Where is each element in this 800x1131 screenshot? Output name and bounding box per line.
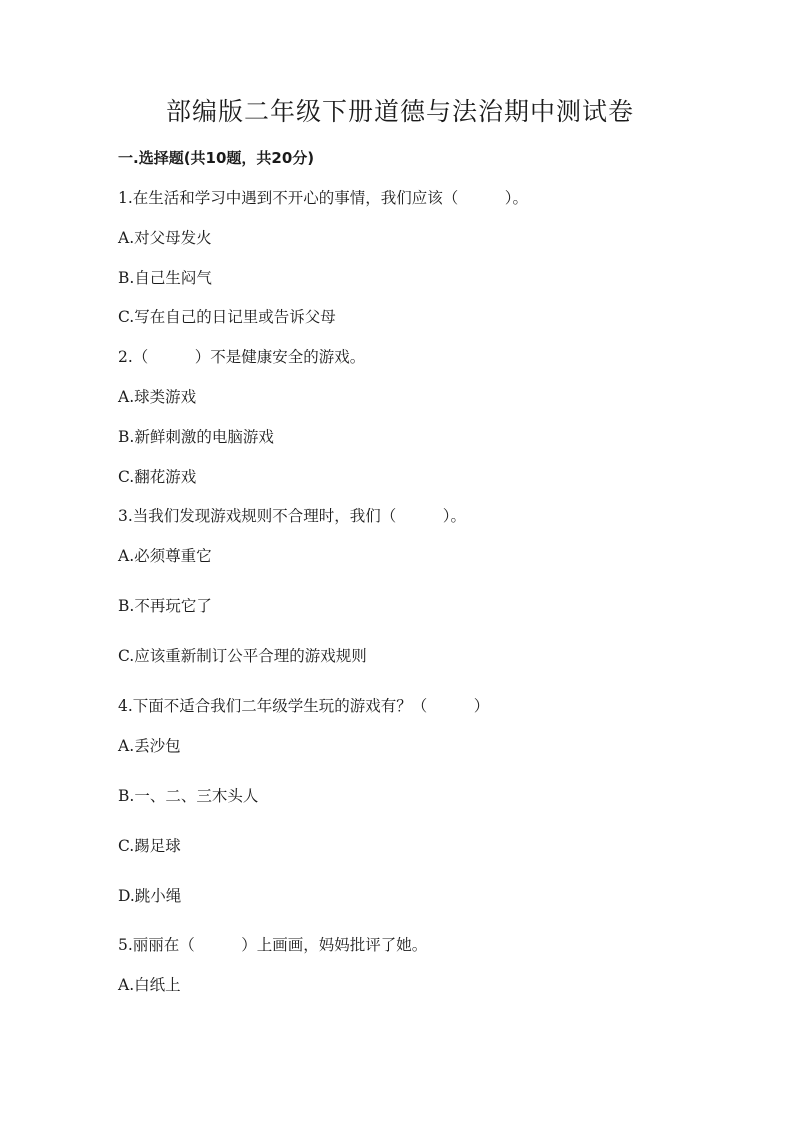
- question-3-option-a: A.必须尊重它: [118, 547, 212, 565]
- question-2-option-a: A.球类游戏: [118, 388, 197, 406]
- question-2-option-c: C.翻花游戏: [118, 468, 197, 486]
- question-4-option-c: C.踢足球: [118, 837, 181, 855]
- question-2-stem: 2.（ ）不是健康安全的游戏。: [118, 348, 366, 366]
- question-4-option-a: A.丢沙包: [118, 737, 181, 755]
- question-3-stem: 3.当我们发现游戏规则不合理时，我们（ ）。: [118, 507, 467, 525]
- question-4-stem: 4.下面不适合我们二年级学生玩的游戏有？（ ）: [118, 697, 490, 715]
- page-title: 部编版二年级下册道德与法治期中测试卷: [165, 97, 634, 126]
- question-3-option-c: C.应该重新制订公平合理的游戏规则: [118, 647, 367, 665]
- section-heading: 一.选择题(共10题，共20分): [118, 149, 315, 167]
- question-1-option-a: A.对父母发火: [118, 229, 212, 247]
- question-3-option-b: B.不再玩它了: [118, 597, 212, 615]
- question-1-option-c: C.写在自己的日记里或告诉父母: [118, 308, 336, 326]
- question-1-option-b: B.自己生闷气: [118, 269, 212, 287]
- question-1-stem: 1.在生活和学习中遇到不开心的事情，我们应该（ ）。: [118, 189, 529, 207]
- question-4-option-d: D.跳小绳: [118, 887, 182, 905]
- question-2-option-b: B.新鲜刺激的电脑游戏: [118, 428, 274, 446]
- question-5-stem: 5.丽丽在（ ）上画画，妈妈批评了她。: [118, 936, 428, 954]
- question-5-option-a: A.白纸上: [118, 976, 181, 994]
- question-4-option-b: B.一、二、三木头人: [118, 787, 259, 805]
